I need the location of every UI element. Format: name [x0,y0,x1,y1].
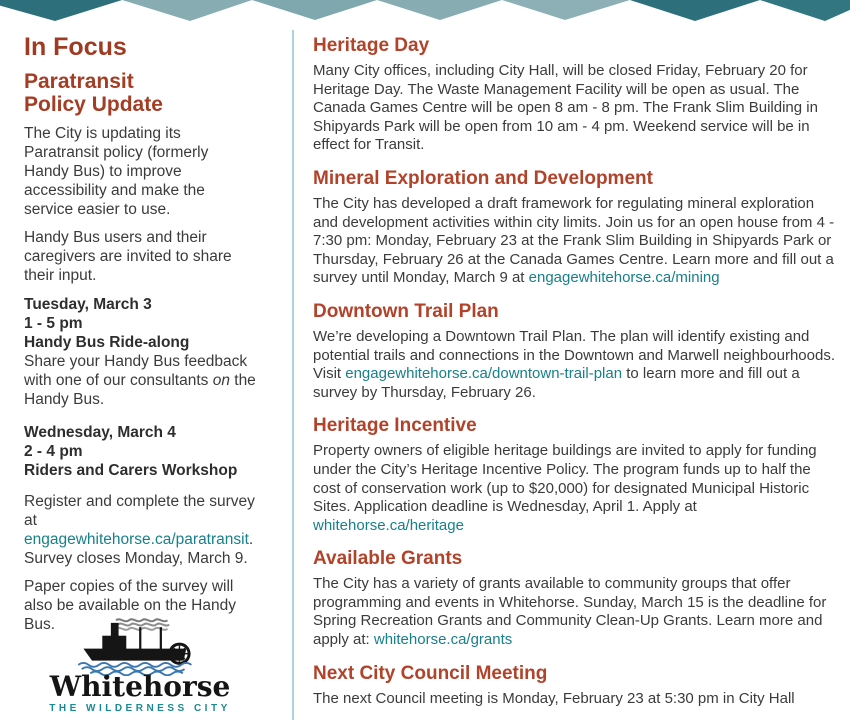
inline-link[interactable]: engagewhitehorse.ca/mining [528,269,720,287]
inline-link[interactable]: engagewhitehorse.ca/downtown-trail-plan [345,365,623,383]
text-segment: the Handy Bus. [24,372,256,408]
left-article-title-line2: Policy Update [24,93,163,116]
paper-copies-paragraph: Paper copies of the survey will also be available on the Handy Bus. [24,578,236,633]
text-segment: . Survey closes Monday, March 9. [24,531,254,567]
text-segment: Register and complete the survey at [24,493,255,529]
section-heading: Heritage Day [313,35,430,56]
inline-link[interactable]: whitehorse.ca/heritage [313,516,464,534]
paratransit-intro-paragraph: The City is updating its Paratransit policy (formerly Handy Bus) to improve accessibility and make the service easier to use. [24,125,209,218]
event-time: 2 - 4 pm [24,443,83,460]
text-segment: on [212,372,230,389]
logo-wordmark: Whitehorse [49,670,231,703]
section-body [313,442,837,535]
section-next-council-meeting [313,662,837,709]
inline-link[interactable]: engagewhitehorse.ca/paratransit [24,531,249,548]
event-description [24,352,256,409]
section-body [313,195,837,288]
left-article-title [24,70,256,116]
in-focus-column [24,33,256,634]
inline-link[interactable]: whitehorse.ca/grants [373,631,513,649]
whitehorse-city-logo [24,616,256,714]
event-riders-carers-workshop [24,423,256,480]
section-available-grants [313,547,837,649]
section-heading: Heritage Incentive [313,415,477,437]
event-ride-along [24,295,256,409]
event-title: Riders and Carers Workshop [24,462,238,479]
section-body [313,575,837,649]
section-heading: Available Grants [313,548,463,570]
section-mineral-exploration [313,167,837,288]
wave-border-decoration [0,0,850,22]
event-time: 1 - 5 pm [24,315,83,332]
text-segment: Property owners of eligible heritage buildings are invited to apply for funding under the City’s Heritage Incentive Policy. The program funds up to half the cost of conservation work (up to $20,000) for designated Municipal Historic Sites. Application deadline is Wednesday, April 1. Apply at [313,442,817,516]
whitehorse-steamboat-icon [65,616,215,676]
section-heading: Downtown Trail Plan [313,300,499,322]
section-heritage-incentive [313,414,837,535]
text-segment: The City has developed a draft framework for regulating mineral exploration and development activities within city limits. Join us for an open house from 4 - 7:30 pm: Monday, February 23 at the Frank Slim Building in Shipyards Park or Thursday, February 26 at the Canada Games Centre. Learn more and fill out a survey until Monday, March 9 at [313,194,835,287]
column-divider [292,30,294,720]
section-body [313,690,837,709]
text-segment: The City has a variety of grants available to community groups that offer programming and events in Whitehorse. Sunday, March 15 is the deadline for Spring Recreation Grants and Community Clean-Up Grants. Learn more and apply at: [313,575,827,649]
in-focus-label: In Focus [24,33,127,61]
register-paragraph [24,492,256,568]
logo-tagline: THE WILDERNESS CITY [49,703,231,714]
section-body [313,62,837,155]
section-heading: Mineral Exploration and Development [313,167,653,189]
event-date: Tuesday, March 3 [24,296,152,313]
section-heritage-day [313,34,837,155]
section-downtown-trail-plan [313,300,837,402]
section-heading: Next City Council Meeting [313,662,548,684]
paratransit-invite-paragraph: Handy Bus users and their caregivers are invited to share their input. [24,229,232,284]
text-segment: The next Council meeting is Monday, February 23 at 5:30 pm in City Hall [313,689,795,707]
text-segment: to learn more and fill out a survey by Thursday, February 26. [313,365,800,401]
text-segment: We’re developing a Downtown Trail Plan. The plan will identify existing and potential trails and connections in the Downtown and Marwell neighbourhoods. Visit [313,327,835,383]
event-title: Handy Bus Ride-along [24,334,190,351]
left-article-title-line1: Paratransit [24,70,134,93]
text-segment: Share your Handy Bus feedback with one of our consultants [24,353,248,389]
event-date: Wednesday, March 4 [24,424,176,441]
news-column [313,28,837,720]
text-segment: Many City offices, including City Hall, will be closed Friday, February 20 for Heritage Day. The Waste Management Facility will be open as usual. The Canada Games Centre will be open 8 am - 8 pm. The Frank Slim Building in Shipyards Park will be open from 10 am - 4 pm. Weekend service will be in effect for Transit. [313,62,818,154]
section-body [313,328,837,402]
